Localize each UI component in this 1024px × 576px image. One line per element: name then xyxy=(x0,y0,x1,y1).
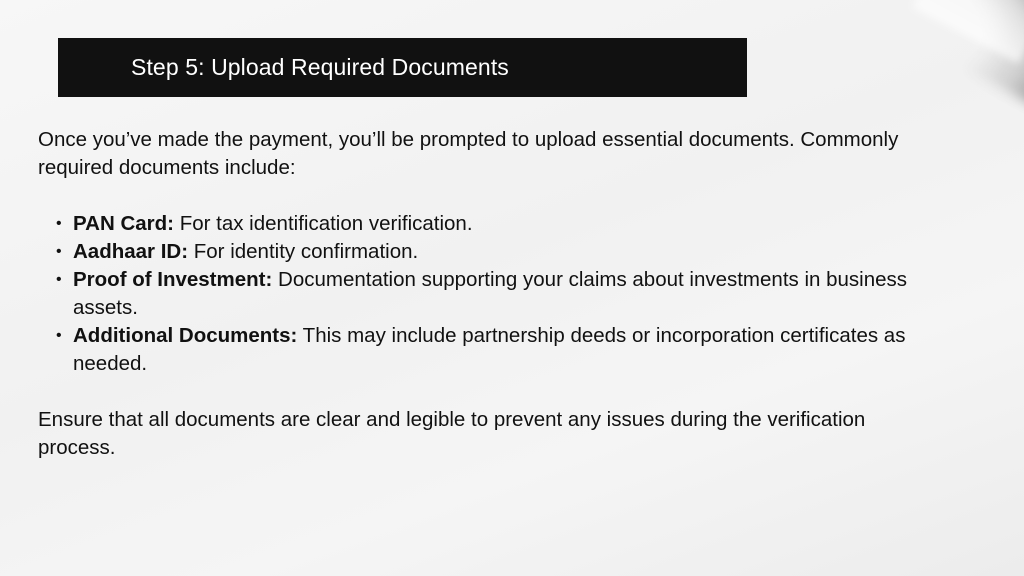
intro-paragraph: Once you’ve made the payment, you’ll be prompted to upload essential documents. Commonly required documents include: xyxy=(38,128,899,179)
list-item xyxy=(38,238,938,266)
document-description: This may include partnership deeds or incorporation certificates as needed. xyxy=(73,324,906,375)
documents-list xyxy=(38,210,938,378)
document-label: Additional Documents: xyxy=(73,324,298,347)
document-label: Proof of Investment: xyxy=(73,268,273,291)
conclusion-paragraph: Ensure that all documents are clear and legible to prevent any issues during the verification process. xyxy=(38,408,866,459)
list-item xyxy=(38,322,938,378)
title-bar xyxy=(58,38,747,97)
slide-title: Step 5: Upload Required Documents xyxy=(131,54,509,80)
slide-content xyxy=(38,126,938,462)
document-description: Documentation supporting your claims about investments in business assets. xyxy=(73,268,908,319)
document-description: For identity confirmation. xyxy=(188,240,419,263)
bullet-icon: • xyxy=(56,327,62,344)
bullet-icon: • xyxy=(56,215,62,232)
list-item xyxy=(38,266,938,322)
document-label: Aadhaar ID: xyxy=(73,240,189,263)
bullet-icon: • xyxy=(56,271,62,288)
document-label: PAN Card: xyxy=(73,212,174,235)
list-item xyxy=(38,210,938,238)
bullet-icon: • xyxy=(56,243,62,260)
document-description: For tax identification verification. xyxy=(174,212,473,235)
